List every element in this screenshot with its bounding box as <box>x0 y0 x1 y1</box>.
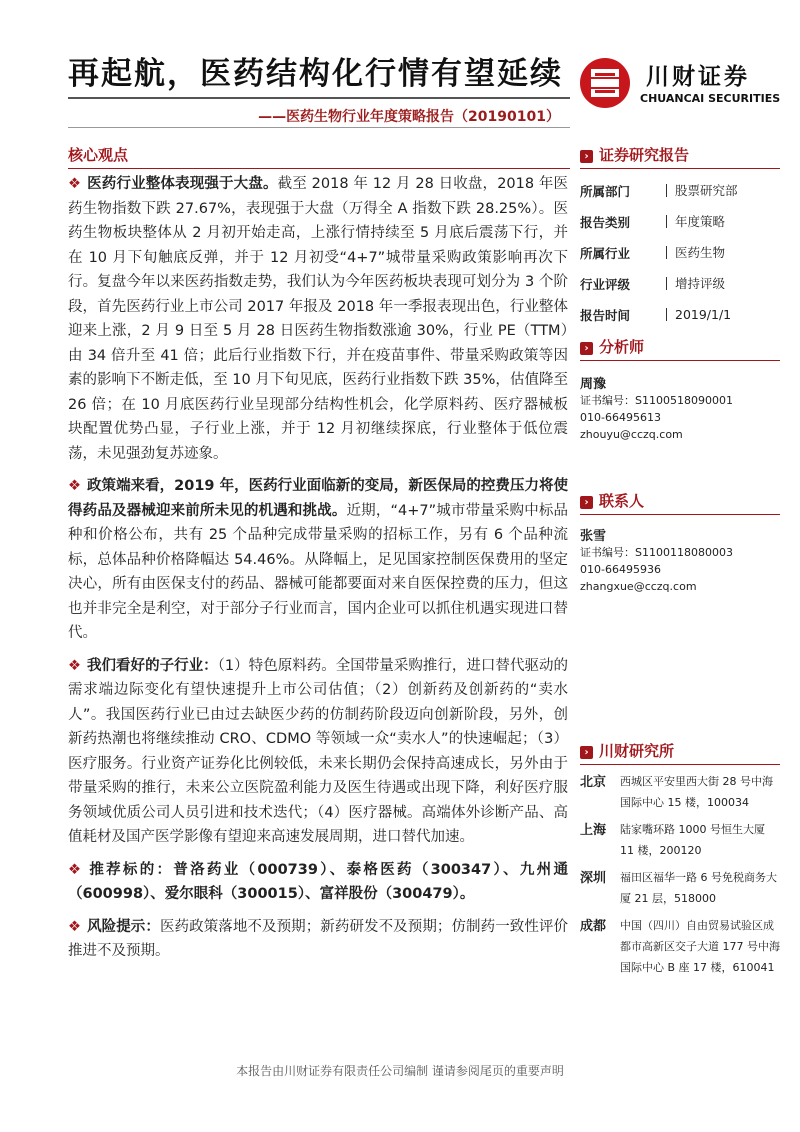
core-views-rule <box>68 168 570 169</box>
paragraph-body: 近期，“4+7”城市带量采购中标品种和价格公布，共有 25 个品种完成带量采购的招标工作，另有 6 个品种流标，总体品种价格降幅达 54.46%。从降幅上，足见国家控制医保费用的坚定决心，所有由医保支付的药品、器械可能都要面对来自医保控费的压力，但这也并非完全是利空，对于部分子行业而言，国内企业可以抓住机遇实现进口替代。 <box>68 502 569 641</box>
page-footer: 本报告由川财证券有限责任公司编制 谨请参阅尾页的重要声明 <box>236 1064 564 1078</box>
section-rule <box>580 168 780 169</box>
info-key: 所属部门 <box>580 183 631 199</box>
info-value: 年度策略 <box>666 215 725 228</box>
office-address: 陆家嘴环路 1000 号恒生大厦 11 楼，200120 <box>620 823 765 857</box>
contact-email[interactable]: zhangxue@cczq.com <box>580 580 697 593</box>
info-value: 2019/1/1 <box>666 308 731 321</box>
chevron-right-icon: › <box>580 150 593 163</box>
institute-heading <box>580 740 780 762</box>
paragraph-lead: 政策端来看，2019 年，医药行业面临新的变局，新医保局的控费压力将使得药品及器械迎来前所未见的机遇和挑战。 <box>68 478 569 519</box>
core-views-body <box>68 172 568 972</box>
report-subtitle: ——医药生物行业年度策略报告（20190101） <box>258 109 560 125</box>
subtitle-rule <box>68 127 570 128</box>
paragraph-lead: 风险提示： <box>87 918 160 935</box>
paragraph-lead: 我们看好的子行业： <box>87 657 218 674</box>
core-paragraph <box>68 654 568 850</box>
analyst-section <box>580 336 780 443</box>
paragraph-lead: 推荐标的：普洛药业（000739）、泰格医药（300347）、九州通（600998）、爱尔眼科（300015）、富祥股份（300479）。 <box>68 861 568 902</box>
info-key: 报告时间 <box>580 307 631 323</box>
analyst-cert: 证书编号：S1100518090001 <box>580 394 733 407</box>
info-row <box>580 237 780 268</box>
core-paragraph <box>68 915 568 964</box>
section-title: 分析师 <box>599 338 645 356</box>
chevron-right-icon: › <box>580 342 593 355</box>
info-value: 增持评级 <box>666 277 725 290</box>
office-city: 深圳 <box>580 871 607 886</box>
contact-cert: 证书编号：S1100118080003 <box>580 546 733 559</box>
chevron-right-icon: › <box>580 496 593 509</box>
institute-section <box>580 740 780 984</box>
analyst-heading <box>580 336 780 358</box>
office-entry <box>580 867 780 909</box>
paragraph-body: 截至 2018 年 12 月 28 日收盘，2018 年医药生物指数下跌 27.67%，表现强于大盘（万得全 A 指数下跌 28.25%）。医药生物板块整体从 2 月初开始走高，上涨行情持续至 5 月底后震荡下行，并在 10 月下旬触底反弹，并于 12 月初受“4+7”城带量采购政策影响再次下行。复盘今年以来医药指数走势，我们认为今年医药板块表现可划分为 3 个阶段，首先医药行业上市公司 2017 年报及 2018 年一季报表现出色，行业整体迎来上涨，2 月 9 日至 5 月 28 日医药生物指数涨逾 30%，行业 PE（TTM）由 34 倍升至 41 倍；此后行业指数下行，并在疫苗事件、带量采购政策等因素的影响下不断走低，至 10 月下旬见底，医药行业指数下跌 35%，估值降至 26 倍；在 10 月底医药行业呈现部分结构性机会，化学原料药、医疗器械板块配置优势凸显，子行业上涨，并于 12 月初继续探底，行业整体于低位震荡，未见强劲复苏迹象。 <box>68 176 569 462</box>
core-views-heading: 核心观点 <box>68 146 129 164</box>
logo-chinese-name: 川财证券 <box>646 64 750 90</box>
info-value: 股票研究部 <box>666 184 738 197</box>
report-title: 再起航，医药结构化行情有望延续 <box>68 56 563 92</box>
section-rule <box>580 360 780 361</box>
info-row <box>580 299 780 330</box>
diamond-bullet-icon: ❖ <box>68 657 82 674</box>
info-value: 医药生物 <box>666 246 725 259</box>
section-title: 证券研究报告 <box>599 146 690 164</box>
section-rule <box>580 764 780 765</box>
contact-heading <box>580 490 780 512</box>
info-row <box>580 175 780 206</box>
info-row <box>580 268 780 299</box>
office-entry <box>580 771 780 813</box>
paragraph-body: 医药政策落地不及预期；新药研发不及预期；仿制药一致性评价推进不及预期。 <box>68 918 569 959</box>
diamond-bullet-icon: ❖ <box>68 918 82 935</box>
report-info-heading <box>580 144 780 166</box>
section-title: 川财研究所 <box>599 742 675 760</box>
chevron-right-icon: › <box>580 746 593 759</box>
chuancai-logo-icon <box>578 56 632 110</box>
office-entry <box>580 915 780 978</box>
paragraph-lead: 医药行业整体表现强于大盘。 <box>87 176 278 192</box>
info-key: 所属行业 <box>580 245 631 261</box>
core-paragraph <box>68 474 568 646</box>
section-rule <box>580 514 780 515</box>
info-key: 行业评级 <box>580 276 631 292</box>
analyst-name: 周豫 <box>580 377 607 392</box>
office-city: 北京 <box>580 775 607 790</box>
office-city: 成都 <box>580 919 607 934</box>
paragraph-body: （1）特色原料药。全国带量采购推行，进口替代驱动的需求端边际变化有望快速提升上市公司估值；（2）创新药及创新药的“卖水人”。我国医药行业已由过去缺医少药的仿制药阶段迈向创新阶段，另外，创新药热潮也将继续推动 CRO、CDMO 等领域一众“卖水人”的快速崛起；（3）医疗服务。行业资产证券化比例较低，未来长期仍会保持高速成长，另外由于带量采购的推行，未来公立医院盈利能力及医生待遇或出现下降，利好医疗服务领域优质公司人员引进和技术迭代；（4）医疗器械。高端体外诊断产品、高值耗材及国产医学影像有望迎来高速发展周期，进口替代加速。 <box>68 657 568 845</box>
section-title: 联系人 <box>599 492 645 510</box>
core-paragraph <box>68 858 568 907</box>
contact-name: 张雪 <box>580 529 607 544</box>
contact-section <box>580 490 780 595</box>
contact-phone: 010-66495936 <box>580 563 661 576</box>
logo-english-name: CHUANCAI SECURITIES <box>640 92 781 105</box>
info-key: 报告类别 <box>580 214 631 230</box>
office-entry <box>580 819 780 861</box>
office-address: 中国（四川）自由贸易试验区成都市高新区交子大道 177 号中海国际中心 B 座 17 楼，610041 <box>620 919 780 974</box>
diamond-bullet-icon: ❖ <box>68 176 82 192</box>
diamond-bullet-icon: ❖ <box>68 861 84 878</box>
analyst-email[interactable]: zhouyu@cczq.com <box>580 428 683 441</box>
office-city: 上海 <box>580 823 607 838</box>
core-paragraph <box>68 172 568 466</box>
company-logo <box>578 52 781 114</box>
office-address: 福田区福华一路 6 号免税商务大厦 21 层，518000 <box>620 871 777 905</box>
diamond-bullet-icon: ❖ <box>68 478 82 494</box>
office-address: 西城区平安里西大街 28 号中海国际中心 15 楼，100034 <box>620 775 773 809</box>
report-info-section <box>580 144 780 330</box>
title-rule <box>68 97 570 99</box>
analyst-phone: 010-66495613 <box>580 411 661 424</box>
info-row <box>580 206 780 237</box>
